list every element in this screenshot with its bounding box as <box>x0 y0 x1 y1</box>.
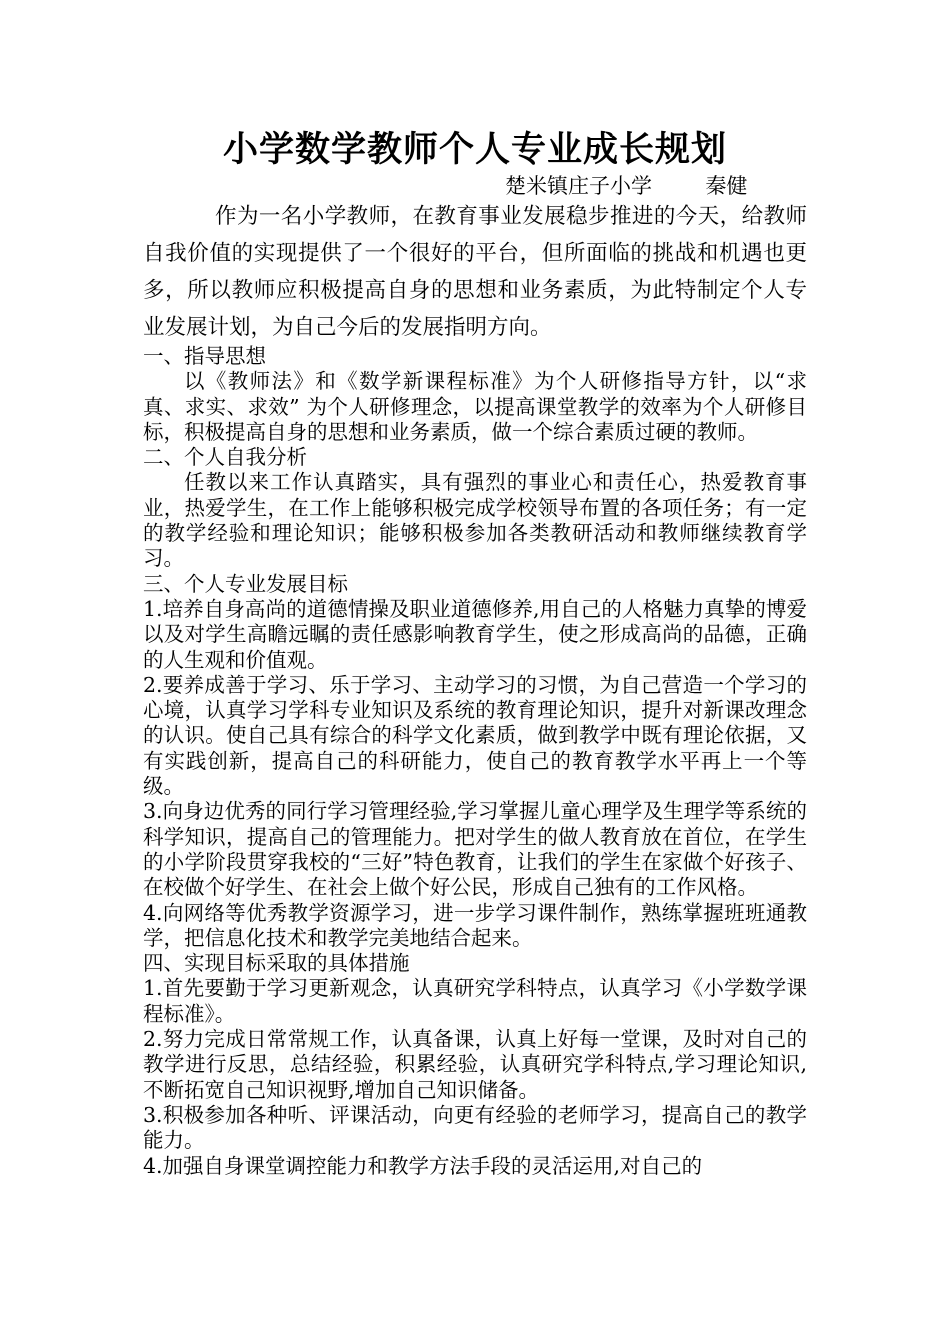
goal-item: 2.要养成善于学习、乐于学习、主动学习的习惯，为自己营造一个学习的心境，认真学习学科专业知识及系统的教育理论知识，提升对新课改理念的认识。使自己具有综合的科学文化素质，做到教学中既有理论依据，又有实践创新，提高自己的科研能力，使自己的教育教学水平再上一个等级。 <box>143 672 807 799</box>
document-body <box>143 344 807 1179</box>
measure-item: 1.首先要勤于学习更新观念，认真研究学科特点，认真学习《小学数学课程标准》。 <box>143 976 807 1026</box>
author-byline: 楚米镇庄子小学 秦健 <box>505 174 748 198</box>
intro-paragraph <box>143 198 807 346</box>
section-heading-goals: 三、个人专业发展目标 <box>143 571 348 596</box>
section-text-guiding: 以《教师法》和《数学新课程标准》为个人研修指导方针，以“求真、求实、求效” 为个人研修理念，以提高课堂教学的效率为个人研修目标，积极提高自身的思想和业务素质，做一个综合素质过硬的教师。 <box>143 369 807 444</box>
document-title: 小学数学教师个人专业成长规划 <box>222 129 727 170</box>
goal-item: 1.培养自身高尚的道德情操及职业道德修养,用自己的人格魅力真挚的博爱以及对学生高瞻远瞩的责任感影响教育学生，使之形成高尚的品德，正确的人生观和价值观。 <box>143 596 807 672</box>
intro-text: 作为一名小学教师，在教育事业发展稳步推进的今天，给教师自我价值的实现提供了一个很好的平台，但所面临的挑战和机遇也更多，所以教师应积极提高自身的思想和业务素质，为此特制定个人专业发展计划，为自己今后的发展指明方向。 <box>143 204 807 340</box>
goal-item: 4.向网络等优秀教学资源学习，进一步学习课件制作，熟练掌握班班通教学，把信息化技术和教学完美地结合起来。 <box>143 900 807 950</box>
section-heading-guiding: 一、指导思想 <box>143 344 266 368</box>
goal-item: 3.向身边优秀的同行学习管理经验,学习掌握儿童心理学及生理学等系统的科学知识，提高自己的管理能力。把对学生的做人教育放在首位，在学生的小学阶段贯穿我校的“三好”特色教育，让我们的学生在家做个好孩子、在校做个好学生、在社会上做个好公民，形成自己独有的工作风格。 <box>143 799 807 900</box>
section-heading-self-analysis: 二、个人自我分析 <box>143 445 307 470</box>
measure-item: 4.加强自身课堂调控能力和教学方法手段的灵活运用,对自己的 <box>143 1153 703 1178</box>
section-text-self-analysis: 任教以来工作认真踏实，具有强烈的事业心和责任心，热爱教育事业，热爱学生，在工作上能够积极完成学校领导布置的各项任务；有一定的教学经验和理论知识；能够积极参加各类教研活动和教师继续教育学习。 <box>143 470 807 571</box>
section-heading-measures: 四、实现目标采取的具体措施 <box>143 951 410 976</box>
measure-item: 3.积极参加各种听、评课活动，向更有经验的老师学习，提高自己的教学能力。 <box>143 1102 807 1153</box>
measure-item: 2.努力完成日常常规工作，认真备课，认真上好每一堂课，及时对自己的教学进行反思，总结经验，积累经验，认真研究学科特点,学习理论知识,不断拓宽自己知识视野,增加自己知识储备。 <box>143 1027 807 1102</box>
